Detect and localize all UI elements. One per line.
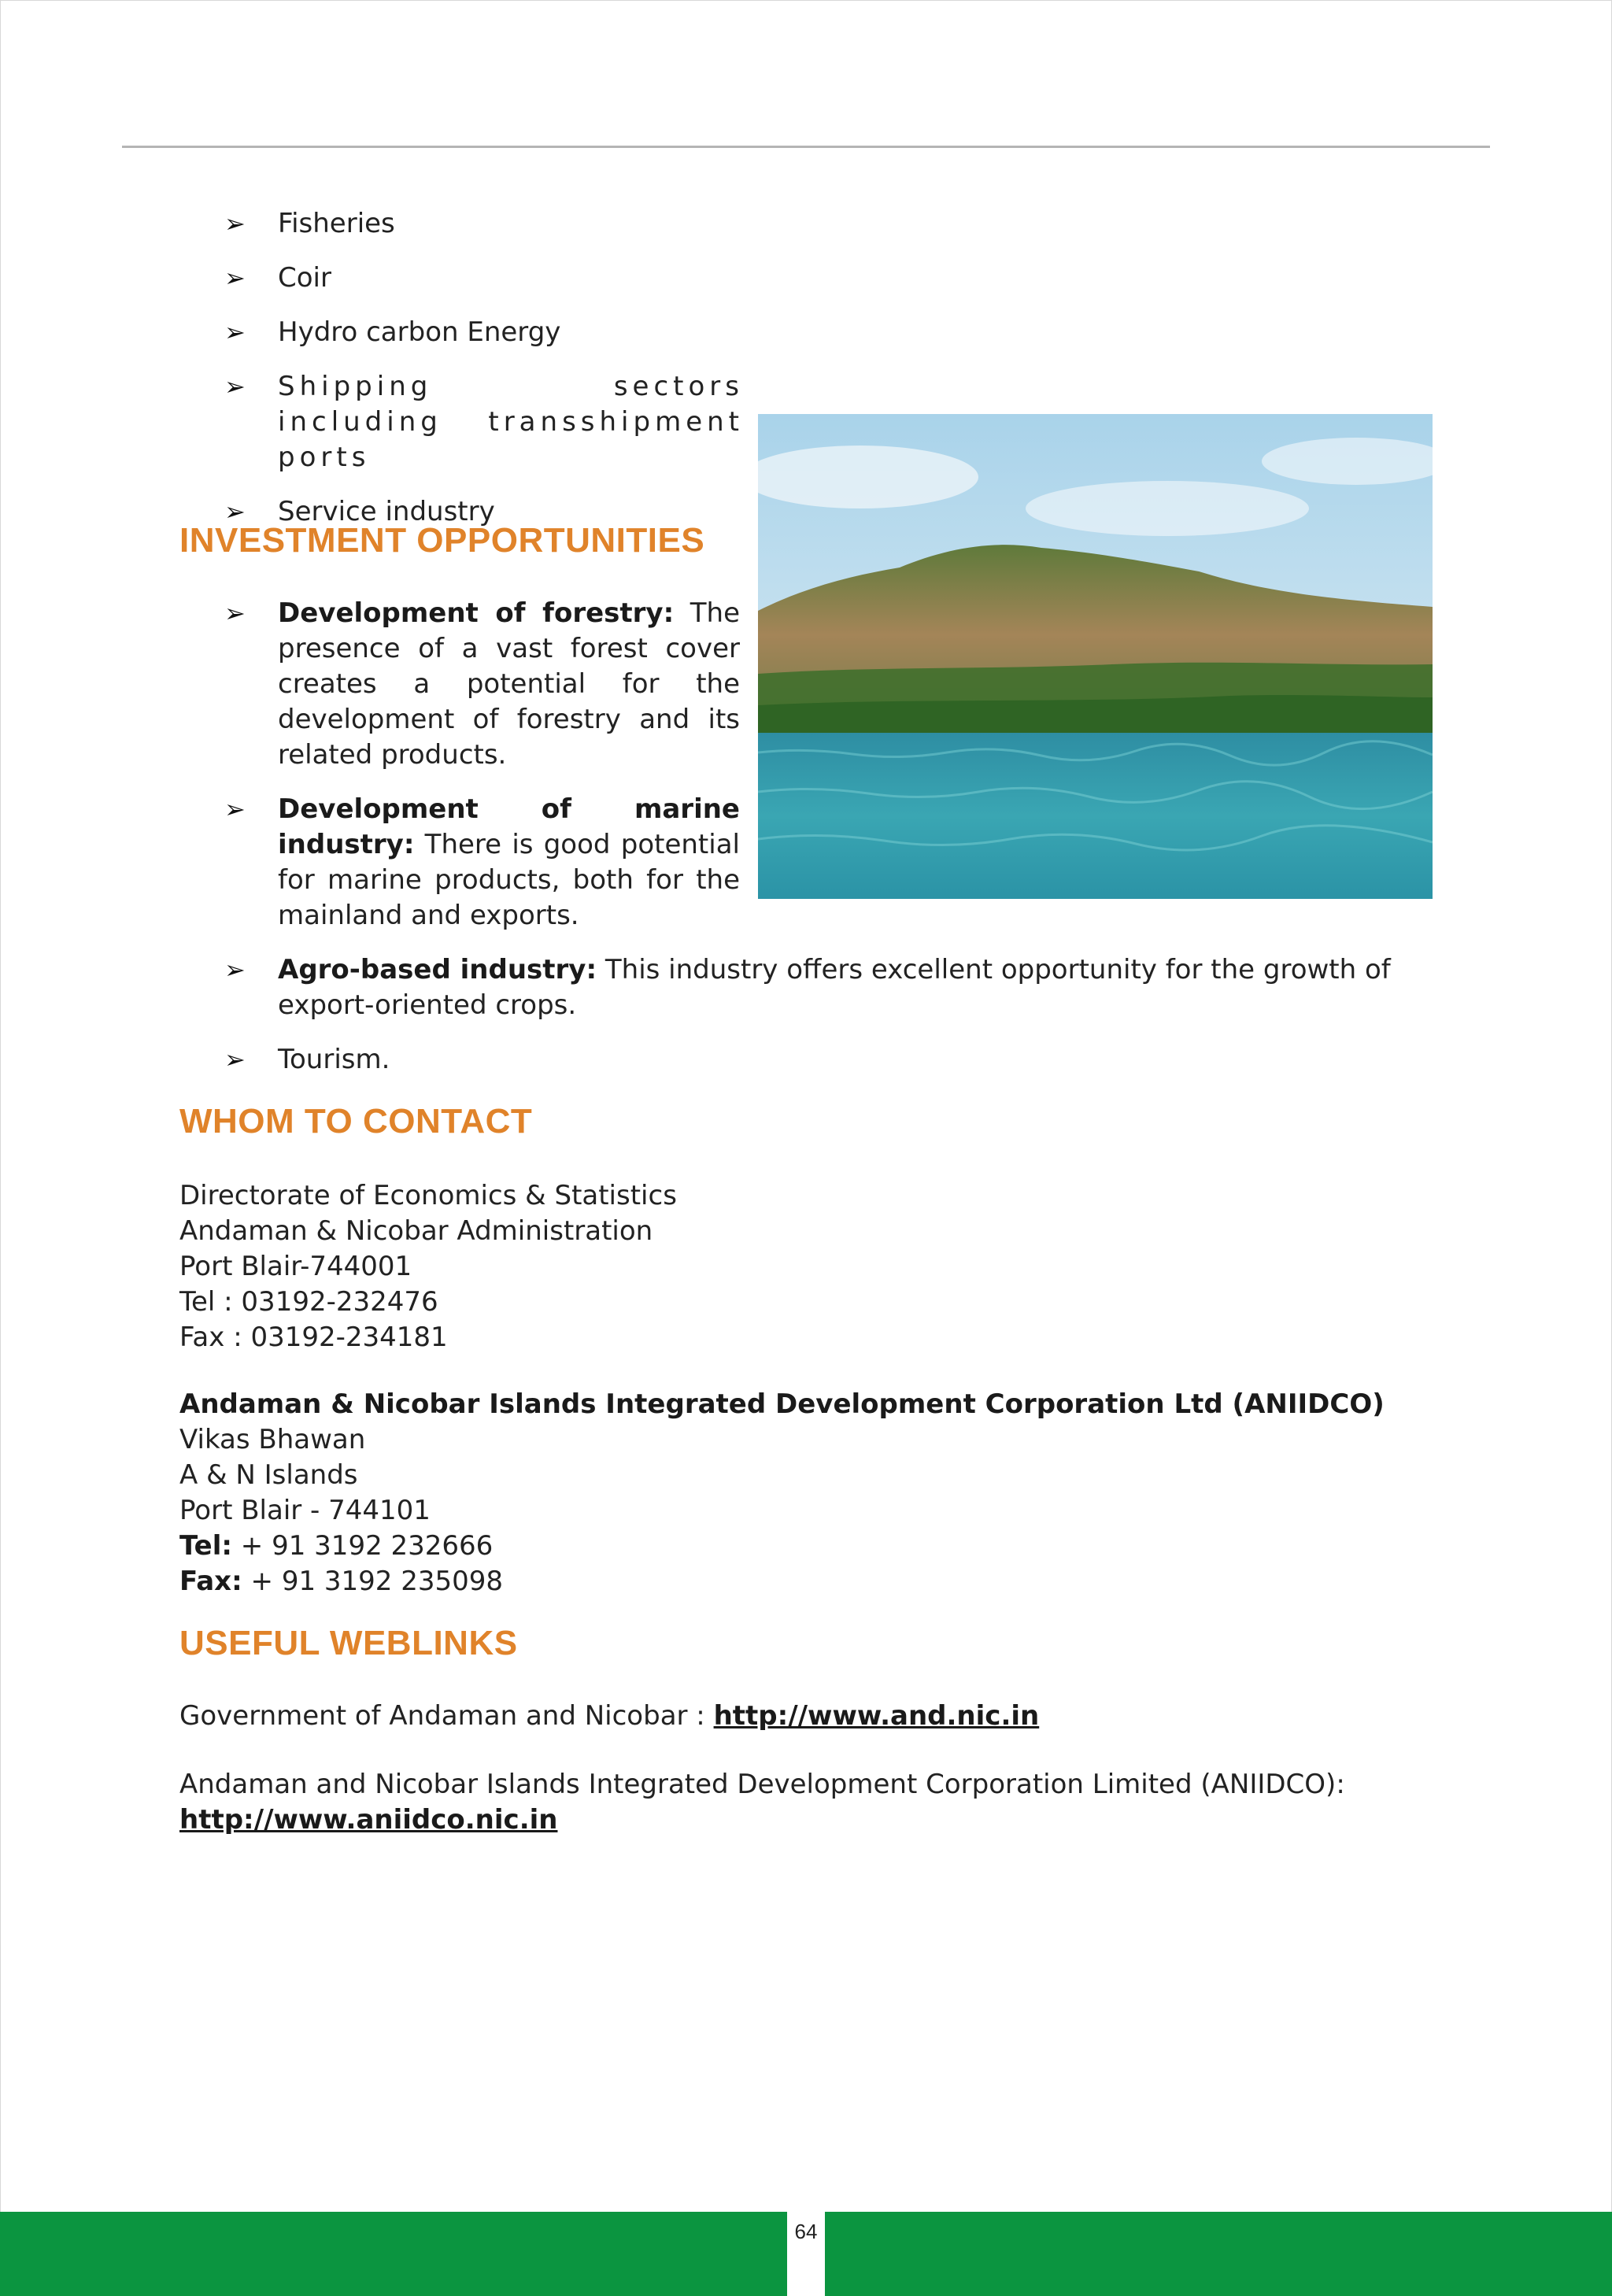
list-item (224, 596, 740, 773)
tel-value: + 91 3192 232666 (232, 1530, 494, 1562)
arrow-bullet-icon: ➢ (224, 372, 246, 401)
fax-line: Fax : 03192-234181 (179, 1322, 448, 1353)
section-heading-weblinks: USEFUL WEBLINKS (179, 1624, 518, 1662)
item-text: Tourism. (278, 1044, 390, 1075)
arrow-bullet-icon: ➢ (224, 209, 246, 238)
weblink-label: Andaman and Nicobar Islands Integrated Development Corporation Limited (ANIIDCO): (179, 1769, 1345, 1800)
arrow-bullet-icon: ➢ (224, 955, 246, 985)
list-item (224, 261, 744, 296)
arrow-bullet-icon: ➢ (224, 1044, 246, 1074)
list-item (224, 952, 1433, 1023)
list-item (224, 369, 744, 475)
weblink-line (179, 1802, 1455, 1838)
weblink-aniidco (179, 1767, 1455, 1838)
list-item (224, 206, 744, 242)
government-website-link[interactable]: http://www.and.nic.in (713, 1700, 1040, 1732)
address-line: A & N Islands (179, 1459, 358, 1491)
weblink-line (179, 1699, 1455, 1734)
address-line: Vikas Bhawan (179, 1424, 366, 1455)
arrow-bullet-icon: ➢ (224, 497, 246, 527)
address-line: Andaman & Nicobar Administration (179, 1215, 653, 1247)
page-number: 64 (794, 2220, 818, 2243)
sectors-list (224, 206, 744, 549)
address-line: Port Blair - 744101 (179, 1495, 431, 1526)
arrow-bullet-icon: ➢ (224, 263, 246, 293)
section-heading-contact: WHOM TO CONTACT (179, 1102, 533, 1141)
weblink-government (179, 1699, 1455, 1734)
item-text: The presence of a vast forest cover creates a potential for the development of forestry and its related products. (278, 597, 741, 771)
tel-label: Tel: (179, 1530, 232, 1562)
list-item-text: Coir (278, 262, 331, 294)
weblink-label: Government of Andaman and Nicobar : (179, 1700, 714, 1732)
phone-line (179, 1529, 1455, 1564)
item-title: Development of forestry: (278, 597, 675, 629)
arrow-bullet-icon: ➢ (224, 317, 246, 347)
address-line: Port Blair-744001 (179, 1251, 412, 1282)
list-item-text: Fisheries (278, 208, 395, 239)
item-title: Agro-based industry: (278, 954, 597, 985)
address-line: Directorate of Economics & Statistics (179, 1180, 677, 1211)
list-item (224, 792, 740, 934)
aniidco-website-link[interactable]: http://www.aniidco.nic.in (179, 1804, 558, 1836)
section-heading-investment: INVESTMENT OPPORTUNITIES (179, 521, 705, 560)
list-item-text: Service industry (278, 496, 495, 527)
contact-aniidco (179, 1387, 1455, 1599)
header-rule (122, 146, 1490, 148)
item-text: There is good potential for marine products, both for the mainland and exports. (278, 829, 740, 931)
list-item (224, 315, 744, 350)
list-item-text: Shipping sectors including transshipment ports (278, 371, 744, 473)
item-title: Development of marine industry: (278, 793, 740, 860)
arrow-bullet-icon: ➢ (224, 794, 246, 824)
item-text: This industry offers excellent opportunity for the growth of export-oriented crops. (278, 954, 1391, 1021)
list-item-text: Hydro carbon Energy (278, 316, 561, 348)
phone-line: Tel : 03192-232476 (179, 1286, 438, 1318)
org-name: Andaman & Nicobar Islands Integrated Development Corporation Ltd (ANIIDCO) (179, 1388, 1385, 1420)
fax-line (179, 1564, 1455, 1599)
arrow-bullet-icon: ➢ (224, 598, 246, 628)
contact-directorate (179, 1178, 1455, 1355)
photo-illustration (758, 414, 1433, 899)
island-forest-photo (758, 414, 1433, 899)
fax-value: + 91 3192 235098 (242, 1566, 504, 1597)
investment-list-continued (224, 952, 1433, 1096)
investment-list (224, 596, 740, 952)
list-item (224, 1042, 1433, 1078)
fax-label: Fax: (179, 1566, 242, 1597)
